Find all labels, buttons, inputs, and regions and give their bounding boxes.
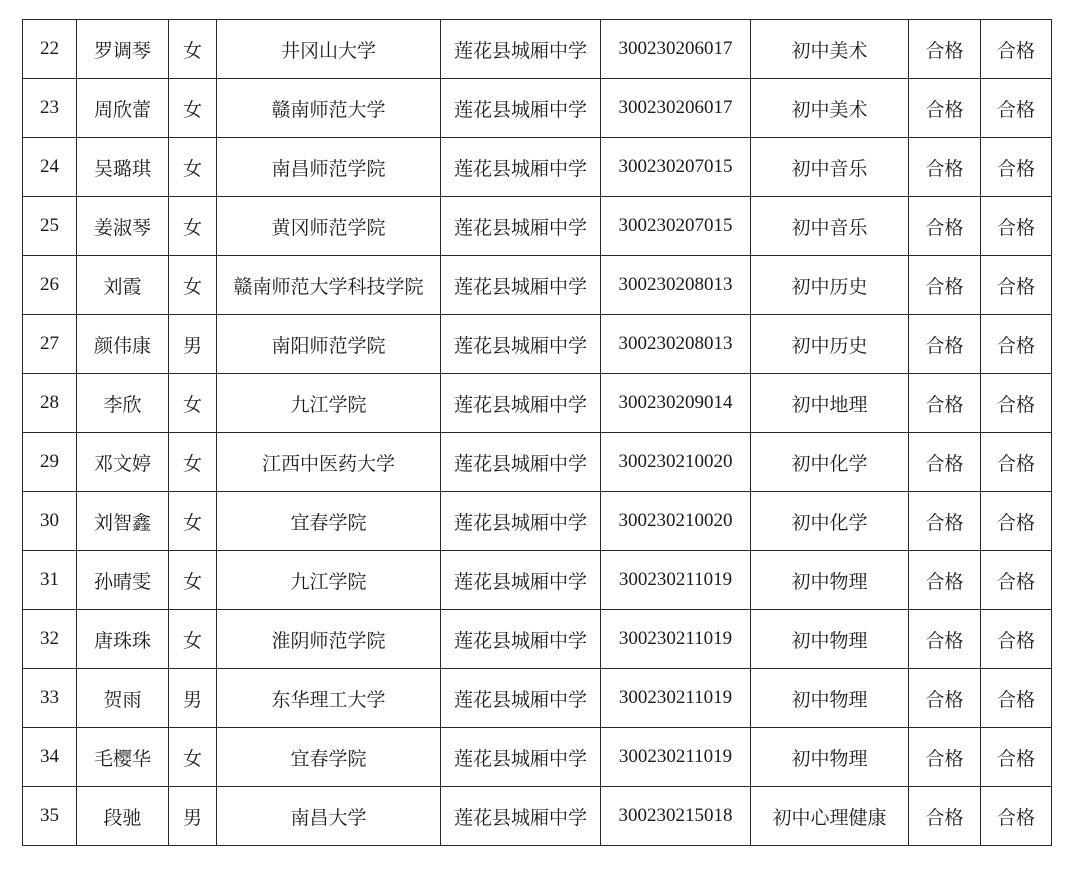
teaching-subject: 初中美术 <box>751 20 909 79</box>
teaching-subject: 初中化学 <box>751 433 909 492</box>
candidate-name: 刘霞 <box>77 256 169 315</box>
result-cell: 合格 <box>909 79 981 138</box>
result-cell: 合格 <box>909 20 981 79</box>
result-cell: 合格 <box>909 669 981 728</box>
position-code: 300230215018 <box>601 787 751 846</box>
result-cell: 合格 <box>981 610 1052 669</box>
graduate-school: 赣南师范大学科技学院 <box>217 256 441 315</box>
hiring-unit: 莲花县城厢中学 <box>441 551 601 610</box>
teaching-subject: 初中物理 <box>751 610 909 669</box>
teaching-subject: 初中历史 <box>751 315 909 374</box>
hiring-unit: 莲花县城厢中学 <box>441 315 601 374</box>
teaching-subject: 初中音乐 <box>751 197 909 256</box>
table-row <box>23 433 1052 492</box>
hiring-unit: 莲花县城厢中学 <box>441 728 601 787</box>
teaching-subject: 初中心理健康 <box>751 787 909 846</box>
result-cell: 合格 <box>981 138 1052 197</box>
candidate-gender: 女 <box>169 728 217 787</box>
candidate-name: 孙晴雯 <box>77 551 169 610</box>
row-number: 33 <box>23 669 77 728</box>
candidate-gender: 女 <box>169 433 217 492</box>
candidate-gender: 男 <box>169 315 217 374</box>
result-cell: 合格 <box>981 256 1052 315</box>
candidate-gender: 女 <box>169 138 217 197</box>
candidate-table <box>22 19 1052 846</box>
graduate-school: 赣南师范大学 <box>217 79 441 138</box>
position-code: 300230210020 <box>601 492 751 551</box>
graduate-school: 黄冈师范学院 <box>217 197 441 256</box>
row-number: 28 <box>23 374 77 433</box>
result-cell: 合格 <box>981 374 1052 433</box>
candidate-gender: 女 <box>169 79 217 138</box>
table-row <box>23 492 1052 551</box>
hiring-unit: 莲花县城厢中学 <box>441 20 601 79</box>
table-row <box>23 610 1052 669</box>
teaching-subject: 初中物理 <box>751 669 909 728</box>
hiring-unit: 莲花县城厢中学 <box>441 433 601 492</box>
graduate-school: 南阳师范学院 <box>217 315 441 374</box>
table-row <box>23 79 1052 138</box>
candidate-gender: 女 <box>169 610 217 669</box>
result-cell: 合格 <box>981 728 1052 787</box>
candidate-gender: 女 <box>169 492 217 551</box>
result-cell: 合格 <box>981 433 1052 492</box>
table-row <box>23 20 1052 79</box>
graduate-school: 九江学院 <box>217 374 441 433</box>
candidate-name: 段驰 <box>77 787 169 846</box>
teaching-subject: 初中历史 <box>751 256 909 315</box>
teaching-subject: 初中地理 <box>751 374 909 433</box>
graduate-school: 南昌师范学院 <box>217 138 441 197</box>
result-cell: 合格 <box>981 197 1052 256</box>
position-code: 300230206017 <box>601 20 751 79</box>
candidate-gender: 男 <box>169 669 217 728</box>
table-body <box>23 20 1052 846</box>
candidate-gender: 女 <box>169 551 217 610</box>
table-row <box>23 256 1052 315</box>
candidate-name: 李欣 <box>77 374 169 433</box>
position-code: 300230208013 <box>601 315 751 374</box>
row-number: 29 <box>23 433 77 492</box>
graduate-school: 宜春学院 <box>217 728 441 787</box>
hiring-unit: 莲花县城厢中学 <box>441 197 601 256</box>
hiring-unit: 莲花县城厢中学 <box>441 669 601 728</box>
graduate-school: 宜春学院 <box>217 492 441 551</box>
result-cell: 合格 <box>909 374 981 433</box>
candidate-name: 唐珠珠 <box>77 610 169 669</box>
result-cell: 合格 <box>909 492 981 551</box>
row-number: 34 <box>23 728 77 787</box>
candidate-name: 罗调琴 <box>77 20 169 79</box>
result-cell: 合格 <box>981 669 1052 728</box>
table-row <box>23 787 1052 846</box>
position-code: 300230207015 <box>601 138 751 197</box>
row-number: 24 <box>23 138 77 197</box>
candidate-name: 周欣蕾 <box>77 79 169 138</box>
table-row <box>23 728 1052 787</box>
row-number: 23 <box>23 79 77 138</box>
candidate-name: 姜淑琴 <box>77 197 169 256</box>
position-code: 300230211019 <box>601 551 751 610</box>
position-code: 300230210020 <box>601 433 751 492</box>
hiring-unit: 莲花县城厢中学 <box>441 610 601 669</box>
result-cell: 合格 <box>909 197 981 256</box>
table-row <box>23 669 1052 728</box>
candidate-name: 吴璐琪 <box>77 138 169 197</box>
table-row <box>23 315 1052 374</box>
table-row <box>23 551 1052 610</box>
graduate-school: 江西中医药大学 <box>217 433 441 492</box>
result-cell: 合格 <box>909 138 981 197</box>
graduate-school: 九江学院 <box>217 551 441 610</box>
result-cell: 合格 <box>909 551 981 610</box>
hiring-unit: 莲花县城厢中学 <box>441 138 601 197</box>
graduate-school: 井冈山大学 <box>217 20 441 79</box>
candidate-name: 邓文婷 <box>77 433 169 492</box>
candidate-gender: 女 <box>169 20 217 79</box>
row-number: 27 <box>23 315 77 374</box>
result-cell: 合格 <box>981 315 1052 374</box>
row-number: 22 <box>23 20 77 79</box>
result-cell: 合格 <box>909 728 981 787</box>
position-code: 300230211019 <box>601 728 751 787</box>
table-row <box>23 374 1052 433</box>
result-cell: 合格 <box>981 787 1052 846</box>
graduate-school: 东华理工大学 <box>217 669 441 728</box>
candidate-gender: 女 <box>169 374 217 433</box>
table-row <box>23 138 1052 197</box>
result-cell: 合格 <box>909 787 981 846</box>
candidate-name: 刘智鑫 <box>77 492 169 551</box>
row-number: 26 <box>23 256 77 315</box>
teaching-subject: 初中美术 <box>751 79 909 138</box>
result-cell: 合格 <box>909 610 981 669</box>
result-cell: 合格 <box>981 551 1052 610</box>
position-code: 300230211019 <box>601 610 751 669</box>
row-number: 31 <box>23 551 77 610</box>
hiring-unit: 莲花县城厢中学 <box>441 256 601 315</box>
position-code: 300230209014 <box>601 374 751 433</box>
teaching-subject: 初中化学 <box>751 492 909 551</box>
result-cell: 合格 <box>981 79 1052 138</box>
row-number: 35 <box>23 787 77 846</box>
row-number: 30 <box>23 492 77 551</box>
teaching-subject: 初中音乐 <box>751 138 909 197</box>
candidate-name: 颜伟康 <box>77 315 169 374</box>
candidate-gender: 男 <box>169 787 217 846</box>
candidate-gender: 女 <box>169 197 217 256</box>
row-number: 32 <box>23 610 77 669</box>
position-code: 300230208013 <box>601 256 751 315</box>
hiring-unit: 莲花县城厢中学 <box>441 79 601 138</box>
candidate-name: 贺雨 <box>77 669 169 728</box>
table-row <box>23 197 1052 256</box>
hiring-unit: 莲花县城厢中学 <box>441 492 601 551</box>
position-code: 300230206017 <box>601 79 751 138</box>
result-cell: 合格 <box>909 256 981 315</box>
result-cell: 合格 <box>981 20 1052 79</box>
hiring-unit: 莲花县城厢中学 <box>441 787 601 846</box>
graduate-school: 南昌大学 <box>217 787 441 846</box>
hiring-unit: 莲花县城厢中学 <box>441 374 601 433</box>
candidate-name: 毛樱华 <box>77 728 169 787</box>
teaching-subject: 初中物理 <box>751 728 909 787</box>
graduate-school: 淮阴师范学院 <box>217 610 441 669</box>
position-code: 300230211019 <box>601 669 751 728</box>
teaching-subject: 初中物理 <box>751 551 909 610</box>
result-cell: 合格 <box>909 433 981 492</box>
candidate-gender: 女 <box>169 256 217 315</box>
result-cell: 合格 <box>981 492 1052 551</box>
row-number: 25 <box>23 197 77 256</box>
result-cell: 合格 <box>909 315 981 374</box>
position-code: 300230207015 <box>601 197 751 256</box>
